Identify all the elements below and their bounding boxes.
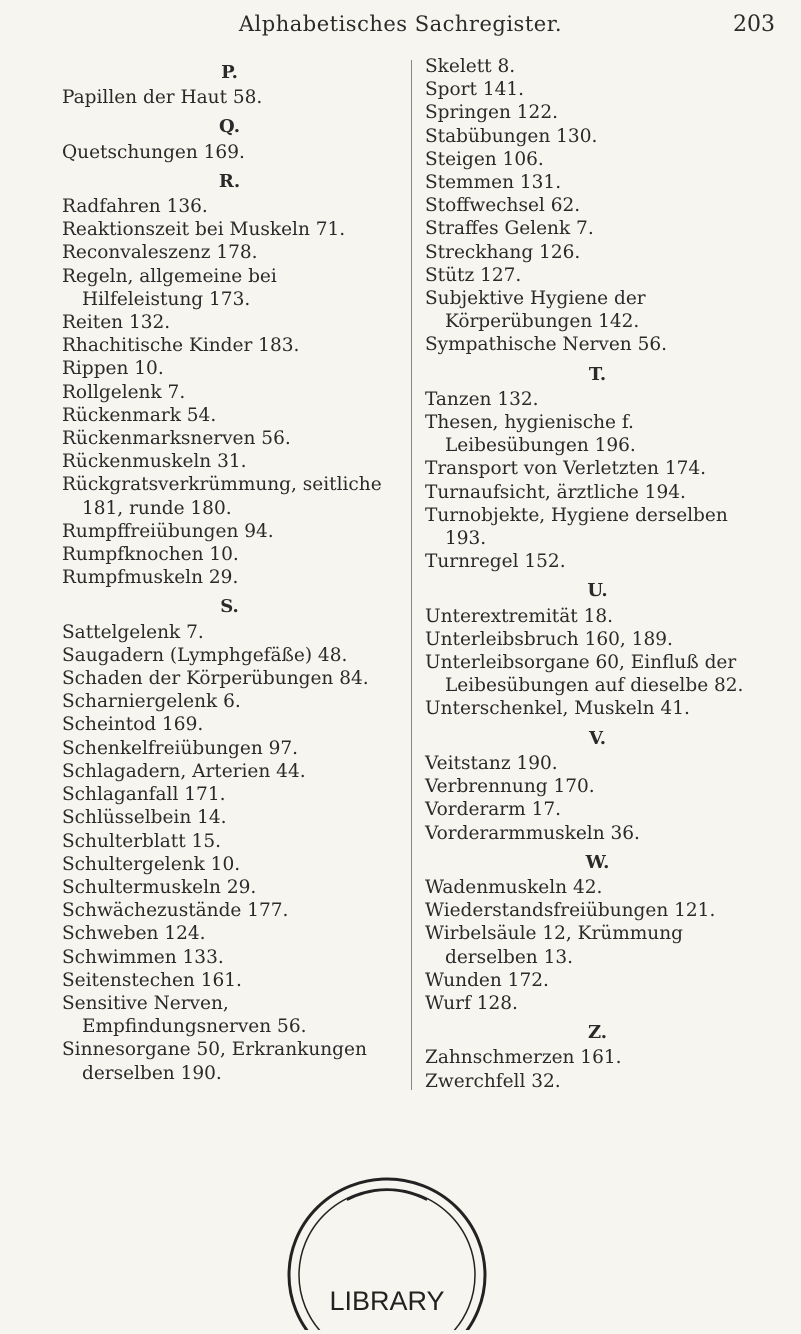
index-entry: Sensitive Nerven, Empfindungsnerven 56. [62,992,307,1038]
page-header [0,8,801,38]
index-entry: Scharniergelenk 6. [62,691,241,713]
index-entry: Schultermuskeln 29. [62,876,257,898]
index-entry: Radfahren 136. [62,196,208,218]
library-stamp-graphic [272,1160,502,1330]
index-entry: Sport 141. [425,79,525,101]
index-entry: Schenkelfreiübungen 97. [62,737,299,759]
index-entry: Rückenmark 54. [62,404,217,426]
index-entry: Verbrennung 170. [425,776,595,798]
page-title: Alphabetisches Sachregister. [238,12,563,36]
index-entry: Schlüsselbein 14. [62,807,227,829]
index-entry: Zahnschmerzen 161. [425,1047,622,1069]
index-entry: Transport von Verletzten 174. [425,458,707,480]
index-entry: Steigen 106. [425,148,544,170]
index-entry: Regeln, allgemeine bei Hilfeleistung 173. [62,265,277,310]
index-entry: Quetschungen 169. [62,141,245,163]
index-entry: Tanzen 132. [425,388,539,410]
index-entry: Wadenmuskeln 42. [425,876,603,898]
index-entry: Rippen 10. [62,358,164,380]
index-entry: Rollgelenk 7. [62,381,186,403]
section-letter: Q. [218,116,241,138]
index-entry: Wiederstandsfreiübungen 121. [425,900,716,922]
index-entry: Sattelgelenk 7. [62,621,204,643]
section-letter: T. [588,363,607,385]
section-letter: P. [221,62,238,83]
index-entry: Rhachitische Kinder 183. [62,335,300,357]
library-stamp [272,1160,502,1330]
index-entry: Unterleibsbruch 160, 189. [425,628,673,650]
index-entry: Skelett 8. [425,56,516,77]
index-entry: Seitenstechen 161. [62,969,242,991]
index-entry: Unterschenkel, Muskeln 41. [425,698,690,720]
index-entry: Rumpfmuskeln 29. [62,567,239,589]
index-section [425,363,770,574]
index-section [425,851,770,1015]
index-entry: Sympathische Nerven 56. [425,334,667,356]
index-section [425,1021,770,1093]
section-letter: S. [220,596,239,618]
stamp-text: LIBRARY [329,1286,445,1316]
index-entry: Rückenmuskeln 31. [62,451,247,473]
index-entry: Stoffwechsel 62. [425,195,581,217]
index-entry: Schlagadern, Arterien 44. [62,760,306,782]
section-letter: V. [588,727,607,749]
index-entry: Turnobjekte, Hygiene derselben 193. [425,504,728,550]
index-entry: Saugadern (Lymphgefäße) 48. [62,644,348,666]
index-entry: Stabübungen 130. [425,125,598,147]
index-entry: Stemmen 131. [425,172,562,194]
index-entry: Springen 122. [425,102,558,124]
index-entry: Zwerchfell 32. [425,1070,561,1092]
index-entry: Thesen, hygienische f. Leibesübungen 196. [425,412,636,457]
section-letter: Z. [587,1022,608,1044]
index-entry: Schultergelenk 10. [62,853,241,875]
index-entry: Vorderarm 17. [425,799,561,821]
index-entry: Wunden 172. [425,969,549,991]
index-section [62,595,397,1084]
index-section [425,727,770,845]
index-section [62,61,397,109]
section-letter: R. [218,170,241,192]
index-entry: Unterleibsorgane 60, Einfluß der Leibesübungen auf dieselbe 82. [425,652,744,697]
index-entry: Schaden der Körperübungen 84. [62,668,369,690]
index-entry: Rumpfknochen 10. [62,544,239,566]
index-entry: Turnaufsicht, ärztliche 194. [425,481,686,503]
index-entry: Rumpffreiübungen 94. [62,520,274,542]
index-entry: Rückgratsverkrümmung, seitliche 181, runde 180. [62,474,382,519]
index-entry: Schweben 124. [62,923,206,945]
page-number: 203 [733,12,775,37]
index-entry: Unterextremität 18. [425,605,613,627]
index-entry: Subjektive Hygiene der Körperübungen 142. [425,288,646,333]
index-entry: Reiten 132. [62,312,171,334]
index-entry: Reaktionszeit bei Muskeln 71. [62,219,346,241]
index-entry: Schlaganfall 171. [62,784,226,806]
column-divider [411,60,412,1090]
index-entry: Schwimmen 133. [62,946,224,968]
index-entry: Papillen der Haut 58. [62,87,263,109]
left-column [62,55,397,1085]
index-entry: Stütz 127. [425,264,522,286]
index-entry: Schwächezustände 177. [62,900,289,922]
section-letter: U. [587,580,608,602]
section-letter: W. [585,851,610,873]
index-entry: Veitstanz 190. [425,752,558,774]
index-section [62,170,397,590]
index-entry: Streckhang 126. [425,241,581,263]
index-section [62,115,397,163]
index-entry: Wurf 128. [425,992,518,1014]
index-section [425,55,770,357]
index-section [425,579,770,720]
index-entry: Wirbelsäule 12, Krümmung derselben 13. [425,923,683,968]
index-entry: Sinnesorgane 50, Erkrankungen derselben 190. [62,1039,367,1084]
index-entry: Reconvaleszenz 178. [62,242,258,264]
index-entry: Rückenmarksnerven 56. [62,428,291,450]
right-column [425,55,770,1093]
index-entry: Turnregel 152. [425,551,566,573]
index-entry: Vorderarmmuskeln 36. [425,822,640,844]
index-entry: Scheintod 169. [62,714,204,736]
index-entry: Schulterblatt 15. [62,830,221,852]
index-entry: Straffes Gelenk 7. [425,218,594,240]
